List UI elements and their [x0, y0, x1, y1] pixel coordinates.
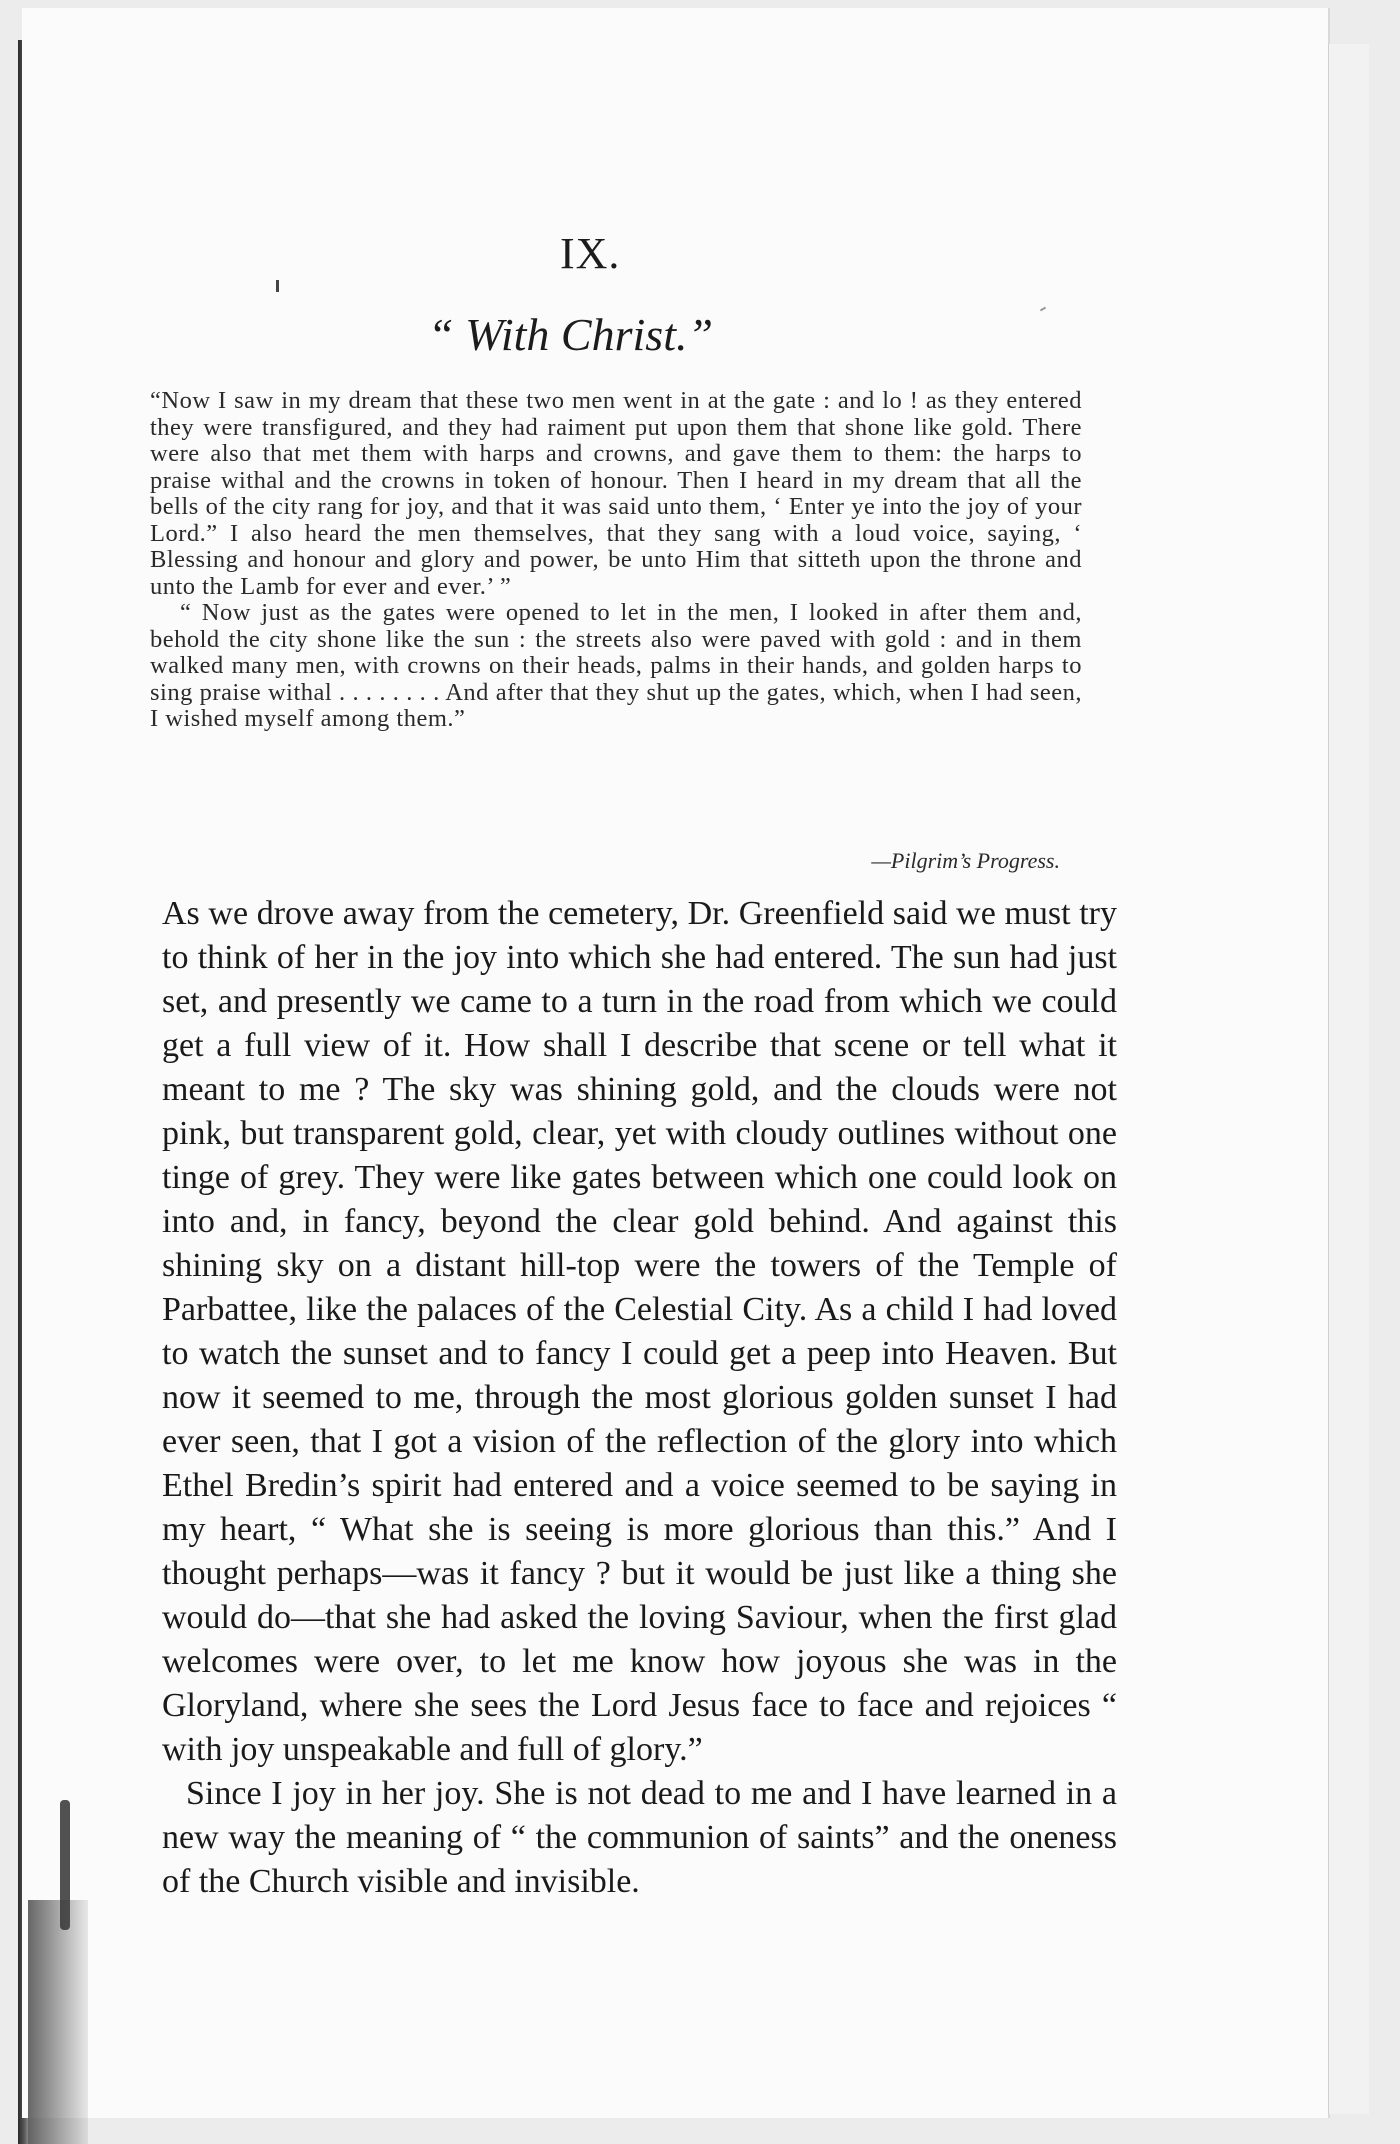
stray-ink-mark: [276, 280, 279, 292]
gutter-shadow: [28, 1900, 88, 2144]
epigraph-paragraph: “ Now just as the gates were opened to let in the men, I looked in after them and, behold the city shone like the sun : the streets also were paved with gold : and in them walked many men, with crowns on their heads, palms in their hands, and golden harps to sing praise withal . . . . . . . . And after that they shut up the gates, which, when I had seen, I wished myself among them.”: [150, 599, 1082, 732]
chapter-number: IX.: [560, 229, 621, 278]
page-edge: [1328, 44, 1369, 2114]
chapter-body: [162, 892, 1117, 1904]
epigraph-quote: [150, 388, 1082, 733]
body-paragraph: As we drove away from the cemetery, Dr. Greenfield said we must try to think of her in the joy into which she had entered. The sun had just set, and presently we came to a turn in the road from which we could get a full view of it. How shall I describe that scene or tell what it meant to me ? The sky was shining gold, and the clouds were not pink, but transparent gold, clear, yet with cloudy outlines without one tinge of grey. They were like gates between which one could look on into and, in fancy, beyond the clear gold behind. And against this shining sky on a distant hill-top were the towers of the Temple of Parbattee, like the palaces of the Celestial City. As a child I had loved to watch the sunset and to fancy I could get a peep into Heaven. But now it seemed to me, through the most glorious golden sunset I had ever seen, that I got a vision of the reflection of the glory into which Ethel Bredin’s spirit had entered and a voice seemed to be saying in my heart, “ What she is seeing is more glorious than this.” And I thought perhaps—was it fancy ? but it would be just like a thing she would do—that she had asked the loving Saviour, when the first glad welcomes were over, to let me know how joyous she was in the Gloryland, where she sees the Lord Jesus face to face and rejoices “ with joy unspeakable and full of glory.”: [162, 895, 1117, 1768]
epigraph-attribution: —Pilgrim’s Progress.: [871, 848, 1060, 873]
body-paragraph: Since I joy in her joy. She is not dead to me and I have learned in a new way the meaning of “ the communion of saints” and the oneness of the Church visible and invisible.: [162, 1775, 1117, 1900]
chapter-title: “ With Christ.”: [428, 309, 714, 360]
epigraph-paragraph: “Now I saw in my dream that these two men went in at the gate : and lo ! as they entered they were transfigured, and they had raiment put upon them that shone like gold. There were also that met them with harps and crowns, and gave them to them: the harps to praise withal and the crowns in token of honour. Then I heard in my dream that all the bells of the city rang for joy, and that it was said unto them, ‘ Enter ye into the joy of your Lord.” I also heard the men themselves, that they sang with a loud voice, saying, ‘ Blessing and honour and glory and power, be unto Him that sitteth upon the throne and unto the Lamb for ever and ever.’ ”: [150, 387, 1082, 600]
